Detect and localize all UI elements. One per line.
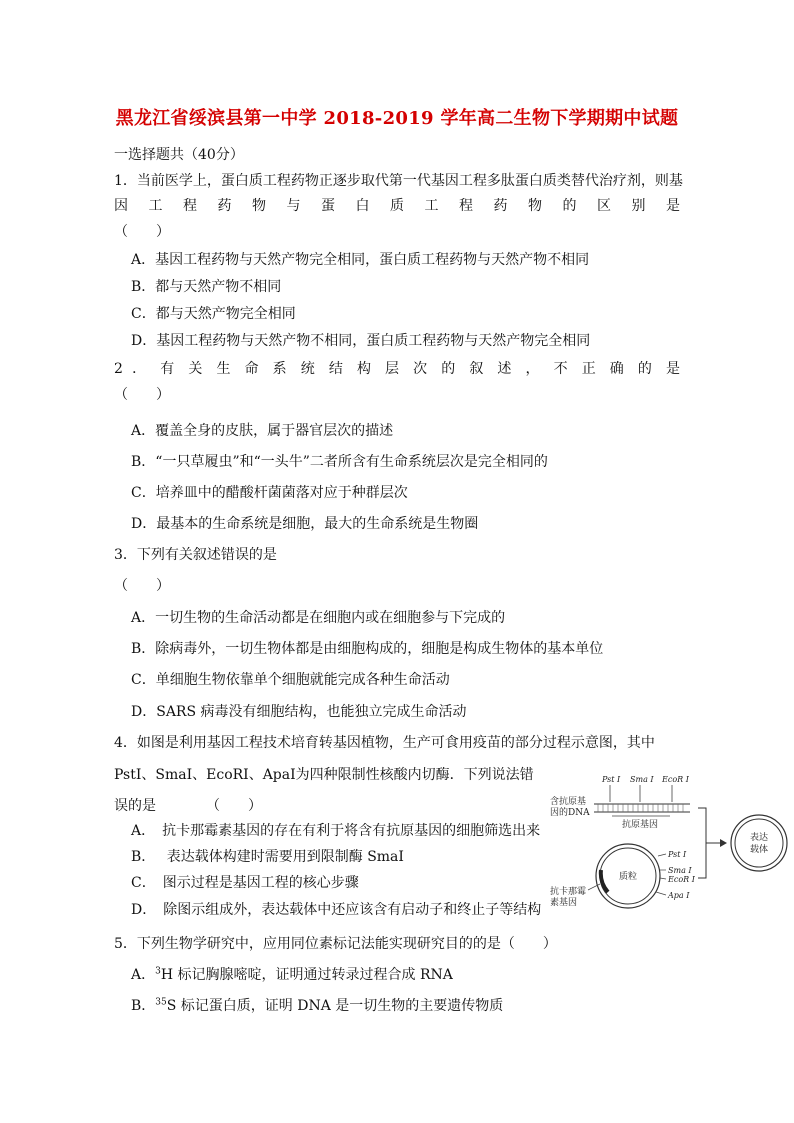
- q1-stem-line1: 1．当前医学上，蛋白质工程药物正逐步取代第一代基因工程多肽蛋白质类替代治疗剂，则基: [114, 173, 683, 189]
- q1-option-c: C．都与天然产物完全相同: [131, 306, 296, 322]
- q4-option-b: B． 表达载体构建时需要用到限制酶 SmaⅠ: [131, 849, 404, 865]
- q3-stem: 3．下列有关叙述错误的是: [114, 547, 277, 563]
- q3-option-a: A．一切生物的生命活动都是在细胞内或在细胞参与下完成的: [131, 610, 506, 626]
- q4-stem-line2: PstⅠ、SmaⅠ、EcoRⅠ、ApaⅠ为四种限制性核酸内切酶．下列说法错: [114, 767, 534, 783]
- fig-antigen-gene: 抗原基因: [622, 820, 659, 830]
- q2-option-b: B．“一只草履虫”和“一头牛”二者所含有生命系统层次是完全相同的: [131, 454, 548, 470]
- fig-kan-label-1: 抗卡那霉: [550, 887, 587, 897]
- fig-site-ecor: EcoR Ⅰ: [668, 875, 695, 884]
- fig-enzyme-pst: Pst Ⅰ: [602, 775, 621, 784]
- fig-expression-vector: [731, 815, 787, 871]
- fig-dna-label-2: 因的DNA: [550, 808, 590, 818]
- q1-option-b: B．都与天然产物不相同: [131, 279, 282, 295]
- q4-figure: [548, 768, 788, 910]
- fig-enzyme-ecor: EcoR Ⅰ: [662, 775, 689, 784]
- q5-option-b-prefix: B．: [131, 998, 156, 1014]
- q5-option-a-prefix: A．: [131, 967, 156, 983]
- q3-option-d: D．SARS 病毒没有细胞结构，也能独立完成生命活动: [131, 704, 467, 720]
- q5-option-b-isotope: 35: [155, 997, 167, 1008]
- q3-bracket: （ ）: [114, 578, 170, 594]
- q1-option-a: A．基因工程药物与天然产物完全相同，蛋白质工程药物与天然产物不相同: [131, 252, 590, 268]
- fig-site-sma: Sma Ⅰ: [668, 866, 692, 875]
- fig-vector-label-2: 载体: [750, 845, 769, 855]
- q5-stem: 5．下列生物学研究中，应用同位素标记法能实现研究目的的是（ ）: [114, 936, 557, 952]
- q5-option-b: [131, 997, 503, 1015]
- q3-option-b: B．除病毒外，一切生物体都是由细胞构成的，细胞是构成生物体的基本单位: [131, 641, 604, 657]
- q1-bracket: （ ）: [114, 224, 170, 240]
- q4-stem-line1: 4．如图是利用基因工程技术培育转基因植物，生产可食用疫苗的部分过程示意图，其中: [114, 735, 655, 751]
- section-heading: 一选择题共（40分）: [114, 147, 244, 163]
- q3-option-c: C．单细胞生物依靠单个细胞就能完成各种生命活动: [131, 672, 450, 688]
- q5-option-b-text: S 标记蛋白质，证明 DNA 是一切生物的主要遗传物质: [166, 998, 504, 1014]
- q2-stem: 2 ． 有 关 生 命 系 统 结 构 层 次 的 叙 述 ， 不 正 确 的 是: [114, 361, 680, 377]
- fig-enzyme-sma: Sma Ⅰ: [630, 775, 654, 784]
- fig-plasmid-label: 质粒: [619, 872, 638, 882]
- q2-option-c: C．培养皿中的醋酸杆菌菌落对应于种群层次: [131, 485, 408, 501]
- q2-bracket: （ ）: [114, 387, 170, 403]
- fig-dna-label-1: 含抗原基: [550, 797, 587, 807]
- q2-option-d: D．最基本的生命系统是细胞，最大的生命系统是生物圈: [131, 516, 479, 532]
- fig-dna-strand: [594, 804, 690, 812]
- q5-option-a-isotope: 3: [155, 966, 161, 977]
- q5-option-a: [131, 966, 453, 984]
- q1-option-d: D．基因工程药物与天然产物不相同，蛋白质工程药物与天然产物完全相同: [131, 333, 591, 349]
- fig-site-pst: Pst Ⅰ: [668, 850, 687, 859]
- q4-option-d: D． 除图示组成外，表达载体中还应该含有启动子和终止子等结构: [131, 902, 542, 918]
- q2-option-a: A．覆盖全身的皮肤，属于器官层次的描述: [131, 423, 394, 439]
- q1-stem-line2: 因 工 程 药 物 与 蛋 白 质 工 程 药 物 的 区 别 是: [114, 198, 680, 214]
- fig-site-apa: Apa Ⅰ: [668, 891, 690, 900]
- q4-option-a: A． 抗卡那霉素基因的存在有利于将含有抗原基因的细胞筛选出来: [131, 823, 541, 839]
- fig-vector-label-1: 表达: [750, 833, 769, 843]
- q4-option-c: C． 图示过程是基因工程的核心步骤: [131, 875, 359, 891]
- q4-stem-line3: 误的是: [114, 798, 156, 814]
- q5-option-a-text: H 标记胸腺嘧啶，证明通过转录过程合成 RNA: [160, 967, 453, 983]
- exam-title: 黑龙江省绥滨县第一中学 2018-2019 学年高二生物下学期期中试题: [115, 108, 679, 129]
- fig-kan-label-2: 素基因: [550, 898, 578, 908]
- q4-bracket: （ ）: [206, 798, 262, 814]
